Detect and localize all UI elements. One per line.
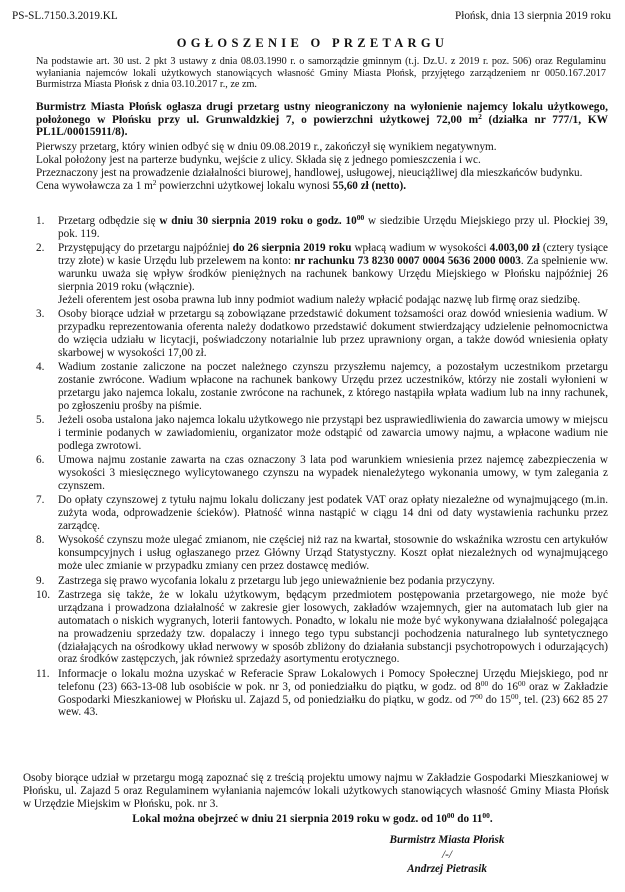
item-text: , tel. (23) 662 85 27 wew. 43. [58,693,609,719]
price-line [36,177,608,193]
item-text: w siedzibie Urzędu Miejskiego przy ul. Płockiej 39, pok. 119. [58,215,608,240]
item-text: Umowa najmu zostanie zawarta na czas oznaczony 3 lata pod warunkiem wniesienia przez najemcę zabezpieczenia w wysokości 3 miesięcznego wylicytowanego czynszu na wypadek nienależytego wykonania umowy, w tym zalegania z czynszem. [58,454,608,493]
item-text: Zastrzega się także, że w lokalu użytkowym, będącym przedmiotem postępowania przetargowego, nie może być urządzana i prowadzona działalność w zakresie gier losowych, zakładów wzajemnych, gier na automatach lub gier na automatach o niskich wygranych, loterii fantowych. Ponadto, w lokalu nie może być wykonywana działalność polegająca na prowadzeniu sprzedaży tzw. dopalaczy i innego tego typu substancji pochodzenia naturalnego lub syntetycznego (działających na ośrodkowy układ nerwowy w sposób zbliżony do działania substancji psychotropowych i odurzających) oraz środków zastępczych, jak również sprzedaży asortymentu erotycznego. [58,588,608,666]
place-and-date: Płońsk, dnia 13 sierpnia 2019 roku [455,10,611,22]
viewing-info [0,813,625,826]
list-item [36,589,608,666]
list-item [36,215,608,241]
item-number: 1. [36,215,45,227]
price-sup: 2 [152,177,157,187]
intro-line: Pierwszy przetarg, który winien odbyć się w dniu 09.08.2019 r., zakończył się wynikiem negatywnym. [36,141,497,153]
item-number: 6. [36,454,45,467]
signatory-name: Andrzej Pietrasik [407,863,487,875]
list-item [36,361,608,413]
conditions-list [36,215,608,721]
item-number: 2. [36,242,45,255]
item-text: Jeżeli osoba ustalona jako najemca lokalu użytkowego nie przystąpi bez usprawiedliwienia do zawarcia umowy w miejscu i terminie podanych w zawiadomieniu, organizator może odstąpić od zawarcia umowy najmu, a wpłacone wadium nie podlega zwrotowi. [58,414,608,452]
price-value: 55,60 zł (netto). [332,179,407,192]
item-sup: 00 [356,213,365,222]
signatory-title: Burmistrz Miasta Płońsk [389,834,505,846]
item-text: oraz w Zakładzie Gospodarki Mieszkaniowej w Płońsku ul. Zajazd 5, od poniedziałku do piątku, w godz. od 7 [58,680,609,706]
list-item [36,308,608,360]
list-item [36,414,608,453]
item-sup: 00 [480,678,489,688]
item-text: do 15 [482,693,511,706]
intro-block [36,141,608,193]
item-text: Przystępujący do przetargu najpóźniej [58,242,233,255]
deposit-amount: 4.003,00 zł [489,242,540,255]
item-text: Zastrzega się prawo wycofania lokalu z przetargu lub jego unieważnienie bez podania przyczyny. [58,574,495,587]
item-text: Wysokość czynszu może ulegać zmianom, nie częściej niż raz na kwartał, stosownie do wskaźnika wzrostu cen artykułów konsumpcyjnych i usług ogłaszanego przez Główny Urząd Statystyczny. Koszt opłat niezależnych od wynajmującego może ulec zmianie w przypadku zmiany cen przez dostawcę mediów. [58,534,608,573]
item-text: wpłacą wadium w wysokości [351,242,490,255]
item-number: 4. [36,361,45,374]
list-item [36,534,608,573]
lead-sup: 2 [478,111,482,121]
item-number: 8. [36,534,45,547]
case-reference: PS-SL.7150.3.2019.KL [12,10,118,22]
item-number: 10. [36,588,50,601]
list-item [36,242,608,307]
lead-tail: (działka nr 777/1, KW PL1L/00015911/8). [36,113,609,139]
lead-paragraph [36,101,608,139]
item-number: 3. [36,308,45,321]
item-text: Wadium zostanie zaliczone na poczet należnego czynszu przyszłemu najemcy, a pozostałym uczestnikom przetargu zostanie zwrócone. Wadium wpłacone na rachunek bankowy Urzędu przez uczestników, którzy nie zostali wyłonieni w przetargu jako najemca lokalu, zostanie zwrócone na rachunek, z którego nastąpiła wpłata wadium lub na inny rachunek, po zgłoszeniu prośby na piśmie. [58,361,608,412]
item-number: 5. [36,414,45,427]
bank-account: nr rachunku 73 8230 0007 0004 5636 2000 0003 [294,255,521,268]
price-mid: powierzchni użytkowej lokalu wynosi [156,179,333,192]
item-number: 11. [36,667,50,680]
document-header [12,10,611,24]
signature-mark: /-/ [442,848,452,861]
signature-block [372,834,522,878]
item-text: Informacje o lokalu można uzyskać w Referacie Spraw Lokalowych i Pomocy Społecznej Urzędu Miejskiego, pod nr telefonu (23) 663-13-08 lub osobiście w pok. nr 3, od poniedziałku do piątku, w godz. od 8 [58,667,608,693]
viewing-text: . [489,813,493,825]
item-sup: 00 [511,691,519,701]
item-text: . Za spełnienie ww. warunku uważa się wpływ środków pieniężnych na rachunek bankowy Urzędu Miejskiego w Płońsku najpóźniej 26 sierpnia 2019 roku (włącznie). [58,255,608,293]
item-sup: 00 [517,678,526,688]
legal-basis: Na podstawie art. 30 ust. 2 pkt 3 ustawy z dnia 08.03.1990 r. o samorządzie gminnym (t.j. Dz.U. z 2019 r. poz. 506) oraz Regulaminu wyłaniania najemców lokali użytkowych stanowiących własność Gminy Miasta Płońsk, przyjętego zarządzeniem nr 0050.167.2017 Burmistrza Miasta Płońsk z dnia 03.10.2017 r., ze zm. [36,56,606,91]
item-note: Jeżeli oferentem jest osoba prawna lub inny podmiot wadium należy wpłacić podając nazwę lub firmę oraz siedzibę. [58,293,581,306]
item-text: Do opłaty czynszowej z tytułu najmu lokalu doliczany jest podatek VAT oraz opłaty niezależne od wynajmującego (m.in. zużyta woda, odprowadzenie ścieków). Płatność winna nastąpić w ciągu 14 dni od daty wystawienia rachunku przez zarządcę. [58,494,608,533]
list-item [36,668,608,720]
list-item [36,454,608,493]
item-text: Osoby biorące udział w przetargu są zobowiązane przedstawić dokument tożsamości oraz dowód wniesienia wadium. W przypadku reprezentowania oferenta należy dodatkowo przedstawić dokument stwierdzający udzielenie pełnomocnictwa do wzięcia udziału w licytacji, poświadczony notarialnie lub przez uprawniony organ, a także dowód wniesienia opłaty skarbowej w wysokości 17,00 zł. [58,308,608,359]
item-text: Przetarg odbędzie się [58,215,160,227]
list-item [36,494,608,533]
viewing-text: do 11 [454,813,483,825]
price-pre: Cena wywoławcza za 1 m [36,179,153,192]
item-bold: w dniu 30 sierpnia 2019 roku o godz. 10 [159,215,357,227]
item-number: 7. [36,494,45,507]
item-text: (cztery tysiące trzy złote) w kasie Urzędu lub przelewem na konto: [58,242,608,268]
item-number: 9. [36,574,45,587]
viewing-text: Lokal można obejrzeć w dniu 21 sierpnia 2019 roku w godz. od 10 [132,813,447,825]
item-text: do 16 [488,680,518,693]
list-item [36,575,608,588]
viewing-sup: 00 [482,811,490,820]
intro-line: Lokal położony jest na parterze budynku, wejście z ulicy. Składa się z jednego pomieszczenia i wc. [36,153,481,166]
viewing-sup: 00 [446,811,455,820]
item-bold: do 26 sierpnia 2019 roku [232,242,352,255]
item-sup: 00 [475,691,483,701]
document-title: OGŁOSZENIE O PRZETARGU [176,36,449,50]
closing-paragraph: Osoby biorące udział w przetargu mogą zapoznać się z treścią projektu umowy najmu w Zakładzie Gospodarki Mieszkaniowej w Płońsku, ul. Zajazd 5 oraz Regulaminem wyłaniania najemców lokali użytkowych stanowiących własność Gminy Miasta Płońsk w Urzędzie Miejskim w Płońsku, pok. nr 3. [23,772,609,810]
lead-text: Burmistrz Miasta Płońsk ogłasza drugi przetarg ustny nieograniczony na wyłonienie najemcy lokalu użytkowego, położonego w Płońsku przy ul. Grunwaldzkiej 7, o powierzchni użytkowej 72,00 m [36,101,608,126]
intro-line: Przeznaczony jest na prowadzenie działalności biurowej, handlowej, usługowej, nieuciążliwej dla mieszkańców budynku. [36,166,583,179]
